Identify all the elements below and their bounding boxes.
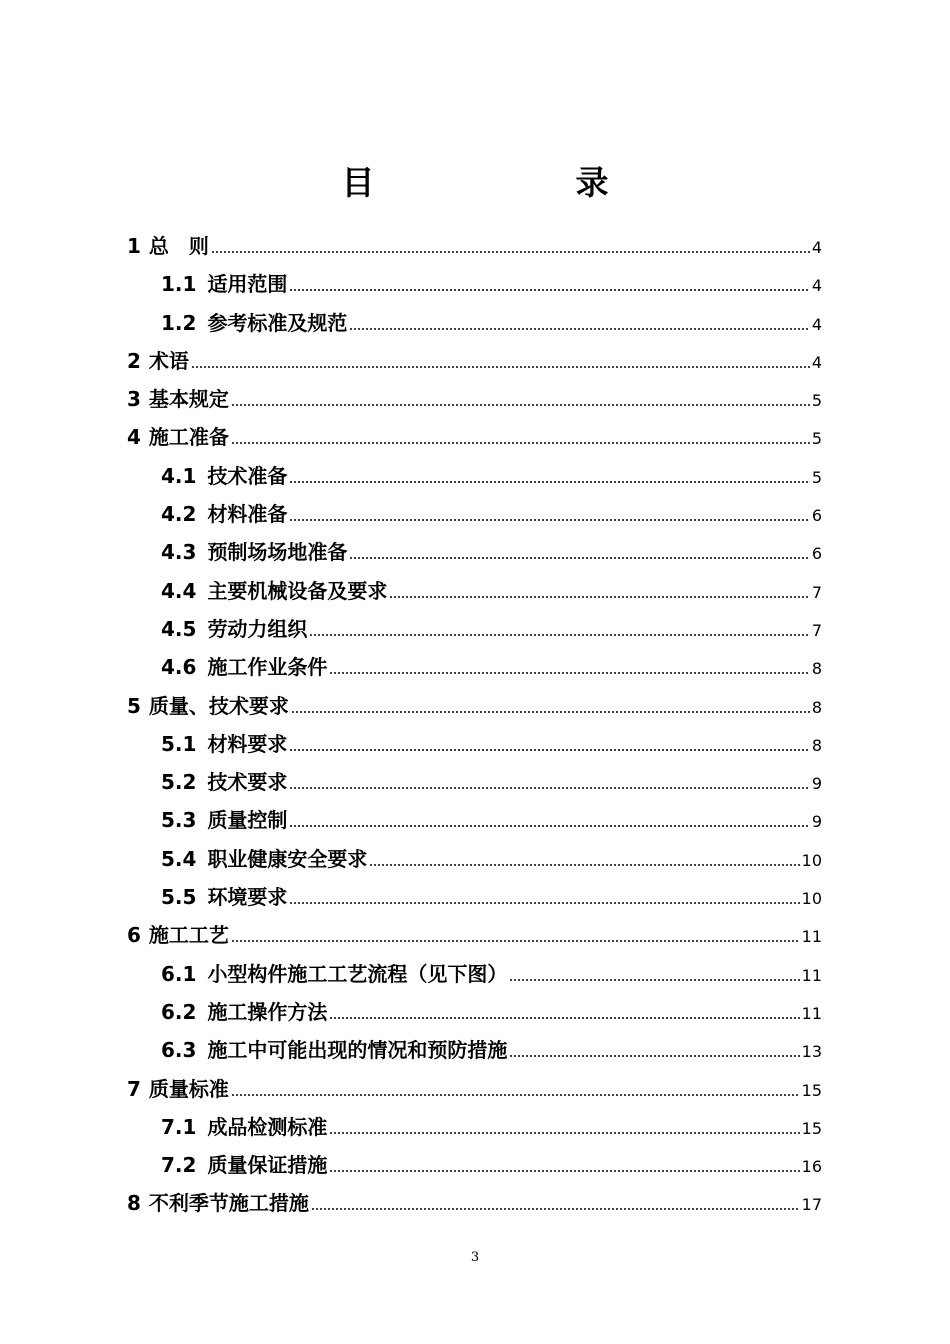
- toc-entry-title: 技术要求: [207, 770, 288, 795]
- toc-entry-number: 3: [127, 387, 141, 412]
- toc-entry-page: 11: [801, 1003, 822, 1023]
- dot-leader: [369, 857, 799, 867]
- toc-entry-number: 2: [127, 348, 141, 373]
- toc-entry-title: 总 则: [148, 234, 209, 258]
- toc-entry-label: [161, 533, 347, 571]
- toc-entry-page: 4: [811, 352, 822, 372]
- toc-entry-page: 16: [801, 1157, 822, 1177]
- toc-entry-label: [161, 610, 307, 648]
- toc-entry-number: 4.6: [161, 655, 197, 680]
- dot-leader: [291, 704, 810, 714]
- toc-entry-number: 5.2: [161, 770, 197, 795]
- toc-entry-page: 4: [811, 314, 822, 334]
- toc-entry-page: 11: [801, 965, 822, 985]
- toc-entry-page: 10: [801, 850, 822, 870]
- toc-entry-title: 施工准备: [148, 425, 229, 450]
- toc-entry-page: 8: [811, 697, 822, 717]
- toc-entry[interactable]: [127, 533, 822, 571]
- dot-leader: [329, 665, 809, 675]
- toc-entry-label: [161, 572, 387, 610]
- toc-entry-label: [127, 1184, 309, 1222]
- dot-leader: [329, 1010, 799, 1020]
- dot-leader: [289, 742, 809, 752]
- toc-entry[interactable]: [127, 1184, 822, 1222]
- toc-entry-page: 4: [811, 276, 822, 296]
- dot-leader: [509, 1048, 799, 1058]
- toc-entry-page: 10: [801, 889, 822, 909]
- toc-entry-number: 1.2: [161, 310, 197, 335]
- dot-leader: [211, 244, 810, 254]
- toc-entry-title: 技术准备: [207, 463, 288, 488]
- toc-entry[interactable]: [127, 495, 822, 533]
- toc-entry-title: 成品检测标准: [207, 1114, 328, 1139]
- toc-entry-page: 9: [811, 774, 822, 794]
- toc-entry-title: 施工作业条件: [207, 655, 328, 680]
- toc-entry-page: 13: [801, 1042, 822, 1062]
- toc-entry-label: [161, 1146, 327, 1184]
- toc-entry-title: 施工工艺: [148, 923, 229, 948]
- toc-entry-number: 6.3: [161, 1038, 197, 1063]
- toc-entry-page: 5: [811, 391, 822, 411]
- toc-entry[interactable]: [127, 993, 822, 1031]
- toc-entry-page: 6: [811, 506, 822, 526]
- toc-entry-page: 4: [811, 238, 822, 257]
- toc-entry-label: [161, 993, 327, 1031]
- toc-entry-page: 11: [801, 927, 822, 947]
- toc-entry-title: 施工操作方法: [207, 999, 328, 1024]
- toc-entry-page: 15: [801, 1118, 822, 1138]
- toc-entry-page: 9: [811, 812, 822, 832]
- toc-entry-title: 劳动力组织: [207, 616, 308, 641]
- toc-entry[interactable]: [127, 342, 822, 380]
- dot-leader: [231, 397, 810, 407]
- toc-entry-title: 适用范围: [207, 272, 288, 297]
- toc-entry-number: 4.4: [161, 578, 197, 603]
- toc-entry-number: 8: [127, 1191, 141, 1216]
- dot-leader: [191, 359, 810, 369]
- dot-leader: [231, 1087, 800, 1097]
- toc-entry-title: 预制场场地准备: [207, 540, 348, 565]
- toc-entry-label: [127, 916, 229, 954]
- dot-leader: [231, 435, 810, 445]
- toc-entry-label: [161, 878, 287, 916]
- dot-leader: [289, 780, 809, 790]
- toc-entry-page: 8: [811, 735, 822, 755]
- dot-leader: [289, 512, 809, 522]
- toc-entry-title: 不利季节施工措施: [148, 1191, 309, 1216]
- toc-entry-title: 质量、技术要求: [148, 693, 289, 718]
- toc-entry-label: [127, 227, 209, 265]
- toc-entry[interactable]: [127, 840, 822, 878]
- toc-entry-title: 主要机械设备及要求: [207, 578, 388, 603]
- toc-entry-title: 小型构件施工工艺流程（见下图）: [207, 961, 508, 986]
- toc-entry-title: 基本规定: [148, 387, 229, 412]
- dot-leader: [289, 474, 809, 484]
- toc-entry[interactable]: [127, 1031, 822, 1069]
- toc-entry[interactable]: [127, 955, 822, 993]
- page-number: 3: [470, 1250, 480, 1265]
- toc-entry[interactable]: [127, 572, 822, 610]
- toc-entry-page: 15: [801, 1080, 822, 1100]
- toc-entry[interactable]: [127, 265, 822, 303]
- toc-entry[interactable]: [127, 878, 822, 916]
- table-of-contents: [127, 227, 822, 1223]
- toc-entry-title: 质量保证措施: [207, 1153, 328, 1178]
- toc-entry-title: 术语: [148, 348, 189, 373]
- toc-entry-label: [127, 1070, 229, 1108]
- toc-entry-title: 参考标准及规范: [207, 310, 348, 335]
- toc-entry-number: 6: [127, 923, 141, 948]
- toc-entry-label: [161, 1108, 327, 1146]
- toc-entry-title: 材料准备: [207, 502, 288, 527]
- toc-entry-label: [127, 687, 289, 725]
- toc-entry-title: 质量标准: [148, 1076, 229, 1101]
- page-title: 目 录: [341, 163, 693, 202]
- toc-entry-number: 6.1: [161, 961, 197, 986]
- toc-entry-number: 5: [127, 693, 141, 718]
- toc-entry-page: 8: [811, 659, 822, 679]
- toc-entry-label: [161, 304, 347, 342]
- toc-entry[interactable]: [127, 1146, 822, 1184]
- dot-leader: [309, 627, 809, 637]
- dot-leader: [329, 1125, 799, 1135]
- toc-entry[interactable]: [127, 725, 822, 763]
- toc-entry-number: 4: [127, 425, 141, 450]
- toc-entry-title: 材料要求: [207, 731, 288, 756]
- toc-entry-label: [161, 725, 287, 763]
- toc-entry-number: 7.1: [161, 1114, 197, 1139]
- toc-entry-label: [161, 648, 327, 686]
- toc-entry-title: 质量控制: [207, 808, 288, 833]
- toc-entry-number: 4.3: [161, 540, 197, 565]
- toc-entry-label: [127, 342, 189, 380]
- toc-entry[interactable]: [127, 418, 822, 456]
- toc-entry[interactable]: [127, 610, 822, 648]
- toc-entry-number: 1.1: [161, 272, 197, 297]
- toc-entry-title: 施工中可能出现的情况和预防措施: [207, 1038, 508, 1063]
- toc-entry[interactable]: [127, 687, 822, 725]
- toc-entry-title: 环境要求: [207, 885, 288, 910]
- toc-entry-number: 7: [127, 1076, 141, 1101]
- toc-entry[interactable]: [127, 304, 822, 342]
- toc-entry[interactable]: [127, 1108, 822, 1146]
- toc-entry-label: [161, 1031, 507, 1069]
- toc-entry-label: [161, 457, 287, 495]
- toc-entry[interactable]: [127, 801, 822, 839]
- dot-leader: [289, 818, 809, 828]
- toc-entry[interactable]: [127, 457, 822, 495]
- toc-entry-label: [161, 955, 507, 993]
- toc-entry-number: 4.1: [161, 463, 197, 488]
- toc-entry[interactable]: [127, 916, 822, 954]
- toc-entry-label: [127, 380, 229, 418]
- dot-leader: [311, 1201, 800, 1211]
- toc-entry-number: 4.2: [161, 502, 197, 527]
- dot-leader: [349, 550, 809, 560]
- toc-entry-page: 7: [811, 582, 822, 602]
- dot-leader: [389, 589, 809, 599]
- toc-entry-label: [161, 763, 287, 801]
- toc-entry-number: 6.2: [161, 999, 197, 1024]
- dot-leader: [231, 933, 800, 943]
- toc-entry-label: [161, 265, 287, 303]
- toc-entry-number: 1: [127, 234, 141, 258]
- toc-entry-number: 5.5: [161, 885, 197, 910]
- dot-leader: [289, 895, 799, 905]
- toc-entry[interactable]: [127, 227, 822, 265]
- toc-entry-page: 5: [811, 467, 822, 487]
- toc-entry[interactable]: [127, 648, 822, 686]
- dot-leader: [289, 282, 809, 292]
- toc-entry-page: 5: [811, 429, 822, 449]
- toc-entry[interactable]: [127, 380, 822, 418]
- toc-entry-page: 7: [811, 620, 822, 640]
- toc-entry-number: 4.5: [161, 616, 197, 641]
- dot-leader: [509, 972, 799, 982]
- toc-entry[interactable]: [127, 763, 822, 801]
- dot-leader: [349, 321, 809, 331]
- dot-leader: [329, 1163, 799, 1173]
- toc-entry-number: 5.4: [161, 846, 197, 871]
- toc-entry-number: 5.1: [161, 731, 197, 756]
- toc-entry-label: [161, 840, 367, 878]
- toc-entry-number: 7.2: [161, 1153, 197, 1178]
- toc-entry-title: 职业健康安全要求: [207, 846, 368, 871]
- toc-entry-label: [127, 418, 229, 456]
- toc-entry-page: 17: [801, 1195, 822, 1215]
- toc-entry-page: 6: [811, 544, 822, 564]
- toc-entry-label: [161, 801, 287, 839]
- toc-entry-label: [161, 495, 287, 533]
- toc-entry-number: 5.3: [161, 808, 197, 833]
- toc-entry[interactable]: [127, 1070, 822, 1108]
